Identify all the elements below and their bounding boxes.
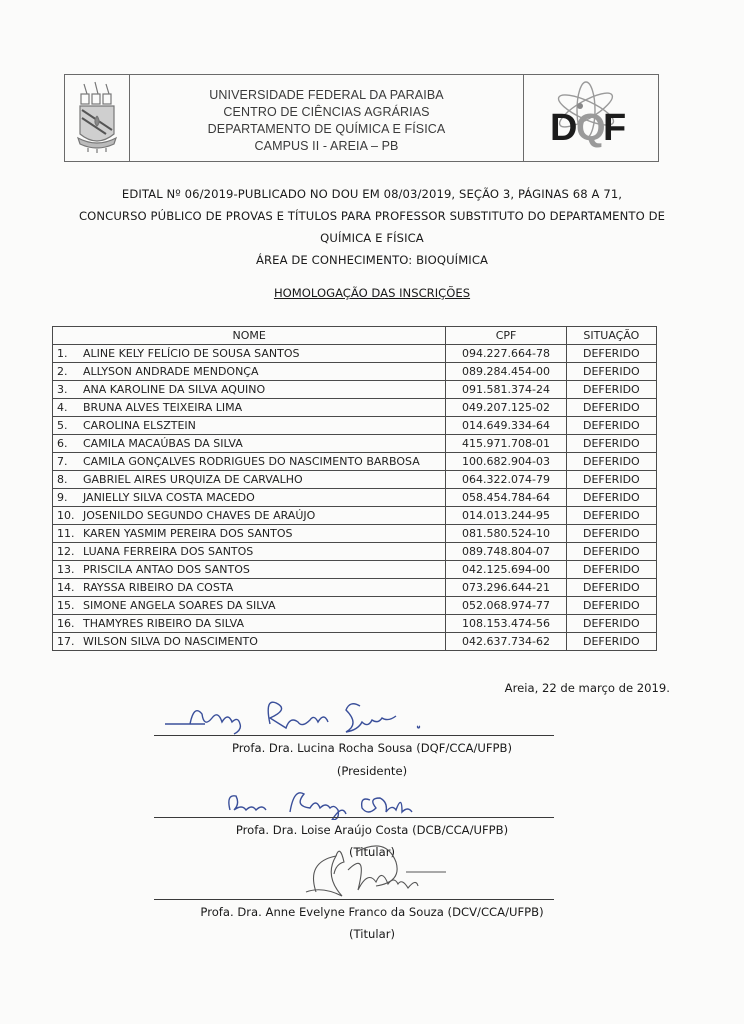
row-number: 12. <box>57 545 75 558</box>
cpf-cell: 089.748.804-07 <box>446 543 566 561</box>
cpf-cell: 094.227.664-78 <box>446 345 566 363</box>
status-cell: DEFERIDO <box>566 417 656 435</box>
cpf-cell: 014.013.244-95 <box>446 507 566 525</box>
candidate-name-cell <box>53 453 446 471</box>
status-cell: DEFERIDO <box>566 633 656 651</box>
candidate-name-cell <box>53 579 446 597</box>
row-number: 10. <box>57 509 75 522</box>
table-row <box>53 579 657 597</box>
cpf-cell: 049.207.125-02 <box>446 399 566 417</box>
registrations-table <box>52 326 657 651</box>
table-row <box>53 597 657 615</box>
candidate-name-cell <box>53 543 446 561</box>
title-line-2: CONCURSO PÚBLICO DE PROVAS E TÍTULOS PARA PROFESSOR SUBSTITUTO DO DEPARTAMENTO DE <box>78 209 666 223</box>
status-cell: DEFERIDO <box>566 489 656 507</box>
section-heading: HOMOLOGAÇÃO DAS INSCRIÇÕES <box>273 286 471 300</box>
table-header-row <box>53 327 657 345</box>
table-row <box>53 417 657 435</box>
ufpb-logo-cell <box>65 75 130 161</box>
table-row <box>53 489 657 507</box>
candidate-name-cell <box>53 525 446 543</box>
signatory-1-name: Profa. Dra. Lucina Rocha Sousa (DQF/CCA/UFPB) <box>231 741 513 755</box>
candidate-name-cell <box>53 435 446 453</box>
table-row <box>53 435 657 453</box>
candidate-name-cell <box>53 399 446 417</box>
table-row <box>53 453 657 471</box>
signatory-3-name: Profa. Dra. Anne Evelyne Franco da Souza (DCV/CCA/UFPB) <box>200 905 544 919</box>
signatory-2-name: Profa. Dra. Loise Araújo Costa (DCB/CCA/UFPB) <box>235 823 509 837</box>
row-number: 6. <box>57 437 68 450</box>
table-row <box>53 561 657 579</box>
signatory-2-role: (Titular) <box>349 845 395 859</box>
candidate-name-cell <box>53 345 446 363</box>
cpf-cell: 052.068.974-77 <box>446 597 566 615</box>
date-location: Areia, 22 de março de 2019. <box>504 681 670 695</box>
candidate-name-cell <box>53 561 446 579</box>
candidate-name: CAROLINA ELSZTEIN <box>83 419 196 432</box>
candidate-name: ALINE KELY FELÍCIO DE SOUSA SANTOS <box>83 347 300 360</box>
table-row <box>53 615 657 633</box>
cpf-cell: 073.296.644-21 <box>446 579 566 597</box>
header-cpf: CPF <box>446 327 566 345</box>
row-number: 9. <box>57 491 68 504</box>
cpf-cell: 058.454.784-64 <box>446 489 566 507</box>
status-cell: DEFERIDO <box>566 561 656 579</box>
candidate-name: GABRIEL AIRES URQUIZA DE CARVALHO <box>83 473 303 486</box>
status-cell: DEFERIDO <box>566 579 656 597</box>
status-cell: DEFERIDO <box>566 615 656 633</box>
signature-scrawl-3 <box>296 842 456 902</box>
dqf-logo-cell <box>523 75 658 161</box>
table-row <box>53 399 657 417</box>
signature-line-3 <box>154 899 554 900</box>
candidate-name: THAMYRES RIBEIRO DA SILVA <box>83 617 245 630</box>
row-number: 17. <box>57 635 75 648</box>
status-cell: DEFERIDO <box>566 435 656 453</box>
candidate-name: CAMILA MACAÚBAS DA SILVA <box>83 437 243 450</box>
status-cell: DEFERIDO <box>566 597 656 615</box>
signature-line-1 <box>154 735 554 736</box>
campus-name: CAMPUS II - AREIA – PB <box>254 139 399 153</box>
institution-name-block <box>130 75 523 161</box>
candidate-name-cell <box>53 597 446 615</box>
edital-title <box>40 183 704 271</box>
candidate-name: JOSENILDO SEGUNDO CHAVES DE ARAÚJO <box>83 509 316 522</box>
candidate-name: PRISCILA ANTAO DOS SANTOS <box>83 563 250 576</box>
candidate-name: BRUNA ALVES TEIXEIRA LIMA <box>83 401 243 414</box>
status-cell: DEFERIDO <box>566 363 656 381</box>
cpf-cell: 042.637.734-62 <box>446 633 566 651</box>
candidate-name: JANIELLY SILVA COSTA MACEDO <box>83 491 255 504</box>
status-cell: DEFERIDO <box>566 399 656 417</box>
status-cell: DEFERIDO <box>566 507 656 525</box>
status-cell: DEFERIDO <box>566 471 656 489</box>
candidate-name: LUANA FERREIRA DOS SANTOS <box>83 545 254 558</box>
candidate-name: RAYSSA RIBEIRO DA COSTA <box>83 581 234 594</box>
cpf-cell: 042.125.694-00 <box>446 561 566 579</box>
ufpb-crest-icon <box>76 80 118 156</box>
candidate-name-cell <box>53 633 446 651</box>
candidate-name-cell <box>53 381 446 399</box>
svg-text:F: F <box>603 107 627 149</box>
dqf-logo-icon <box>546 80 636 156</box>
status-cell: DEFERIDO <box>566 345 656 363</box>
cpf-cell: 415.971.708-01 <box>446 435 566 453</box>
table-row <box>53 363 657 381</box>
header-situacao: SITUAÇÃO <box>566 327 656 345</box>
institution-header <box>64 74 659 162</box>
row-number: 8. <box>57 473 68 486</box>
row-number: 5. <box>57 419 68 432</box>
signature-scrawl-1 <box>160 690 480 740</box>
candidate-name-cell <box>53 471 446 489</box>
signatory-1-role: (Presidente) <box>336 764 408 778</box>
svg-text:Q: Q <box>576 107 606 149</box>
center-name: CENTRO DE CIÊNCIAS AGRÁRIAS <box>223 105 430 119</box>
svg-text:D: D <box>550 107 578 149</box>
row-number: 7. <box>57 455 68 468</box>
row-number: 16. <box>57 617 75 630</box>
cpf-cell: 064.322.074-79 <box>446 471 566 489</box>
cpf-cell: 100.682.904-03 <box>446 453 566 471</box>
row-number: 14. <box>57 581 75 594</box>
candidate-name: KAREN YASMIM PEREIRA DOS SANTOS <box>83 527 293 540</box>
table-row <box>53 633 657 651</box>
cpf-cell: 108.153.474-56 <box>446 615 566 633</box>
candidate-name-cell <box>53 615 446 633</box>
knowledge-area: ÁREA DE CONHECIMENTO: BIOQUÍMICA <box>255 253 489 267</box>
cpf-cell: 081.580.524-10 <box>446 525 566 543</box>
signatory-3-role: (Titular) <box>349 927 395 941</box>
row-number: 2. <box>57 365 68 378</box>
candidate-name: ALLYSON ANDRADE MENDONÇA <box>83 365 259 378</box>
row-number: 3. <box>57 383 68 396</box>
candidate-name-cell <box>53 507 446 525</box>
title-line-3: QUÍMICA E FÍSICA <box>320 231 424 245</box>
row-number: 11. <box>57 527 75 540</box>
candidate-name: SIMONE ANGELA SOARES DA SILVA <box>83 599 276 612</box>
table-row <box>53 345 657 363</box>
row-number: 15. <box>57 599 75 612</box>
candidate-name: WILSON SILVA DO NASCIMENTO <box>83 635 258 648</box>
row-number: 4. <box>57 401 68 414</box>
department-name: DEPARTAMENTO DE QUÍMICA E FÍSICA <box>207 122 446 136</box>
table-row <box>53 543 657 561</box>
candidate-name-cell <box>53 489 446 507</box>
table-row <box>53 471 657 489</box>
candidate-name: CAMILA GONÇALVES RODRIGUES DO NASCIMENTO BARBOSA <box>83 455 420 468</box>
signature-scrawl-2 <box>220 784 480 820</box>
table-row <box>53 381 657 399</box>
candidate-name: ANA KAROLINE DA SILVA AQUINO <box>83 383 266 396</box>
cpf-cell: 089.284.454-00 <box>446 363 566 381</box>
row-number: 13. <box>57 563 75 576</box>
candidate-name-cell <box>53 417 446 435</box>
university-name: UNIVERSIDADE FEDERAL DA PARAIBA <box>209 88 444 102</box>
status-cell: DEFERIDO <box>566 381 656 399</box>
cpf-cell: 014.649.334-64 <box>446 417 566 435</box>
table-row <box>53 507 657 525</box>
status-cell: DEFERIDO <box>566 525 656 543</box>
status-cell: DEFERIDO <box>566 543 656 561</box>
candidate-name-cell <box>53 363 446 381</box>
status-cell: DEFERIDO <box>566 453 656 471</box>
signature-line-2 <box>154 817 554 818</box>
title-line-1: EDITAL Nº 06/2019-PUBLICADO NO DOU EM 08/03/2019, SEÇÃO 3, PÁGINAS 68 A 71, <box>121 187 623 201</box>
cpf-cell: 091.581.374-24 <box>446 381 566 399</box>
table-row <box>53 525 657 543</box>
row-number: 1. <box>57 347 68 360</box>
header-nome: NOME <box>53 327 446 345</box>
